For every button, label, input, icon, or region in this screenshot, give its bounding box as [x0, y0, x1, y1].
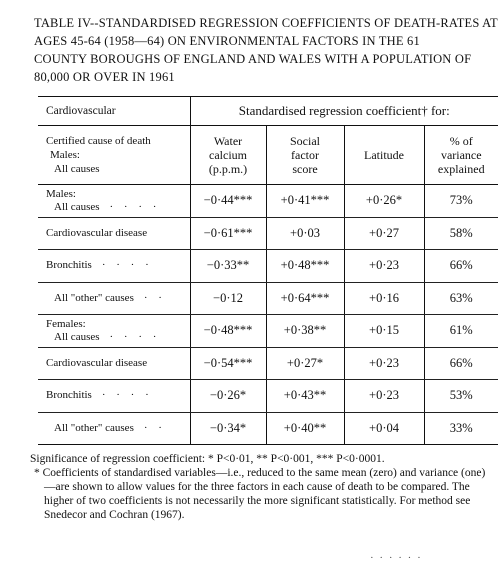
leader-dots: · · — [143, 421, 166, 434]
cell-social-factor: +0·43** — [266, 380, 344, 413]
cell-latitude: +0·26* — [344, 185, 424, 218]
row-cause-text: All causes — [54, 200, 100, 213]
table-row — [38, 250, 498, 283]
row-label-header-line: Males: — [50, 149, 80, 161]
cell-water-calcium: −0·48*** — [190, 315, 266, 348]
cell-social-factor: +0·64*** — [266, 282, 344, 315]
row-group-label: Males: — [46, 187, 76, 200]
table-row — [38, 412, 498, 445]
table-row — [38, 185, 498, 218]
table-row — [38, 217, 498, 250]
cell-variance: 66% — [424, 347, 498, 380]
cell-variance: 33% — [424, 412, 498, 445]
cell-social-factor: +0·41*** — [266, 185, 344, 218]
column-header-line: calcium — [209, 148, 247, 162]
table-row — [38, 347, 498, 380]
column-header-water-calcium — [190, 126, 266, 185]
column-header-line: explained — [437, 162, 485, 176]
trailing-text: · · · · · · — [370, 552, 423, 564]
column-header-line: (p.p.m.) — [208, 162, 248, 176]
cell-latitude: +0·16 — [344, 282, 424, 315]
leader-dots: · · · · — [109, 200, 161, 213]
column-header-variance — [424, 126, 498, 185]
table-notes — [30, 452, 496, 522]
row-cause-text: All "other" causes — [54, 421, 134, 434]
row-cause-text: All causes — [54, 330, 100, 343]
cell-social-factor: +0·03 — [266, 217, 344, 250]
title-line: TABLE IV--STANDARDISED REGRESSION COEFFICIENTS OF DEATH-RATES AT — [34, 16, 498, 30]
row-cause-label — [46, 292, 190, 305]
cell-variance: 73% — [424, 185, 498, 218]
header-row-top — [38, 97, 498, 126]
row-label-header — [38, 126, 190, 185]
leader-dots: · · — [143, 291, 166, 304]
cell-water-calcium: −0·61*** — [190, 217, 266, 250]
header-top-left-label: Cardiovascular — [38, 97, 190, 126]
row-label-header-line: Certified cause of death — [46, 135, 151, 147]
cell-latitude: +0·23 — [344, 250, 424, 283]
regression-table — [38, 96, 498, 445]
column-header-line: factor — [291, 148, 319, 162]
row-label — [38, 412, 190, 445]
cell-variance: 63% — [424, 282, 498, 315]
row-cause-text: All "other" causes — [54, 291, 134, 304]
leader-dots: · · · · — [101, 259, 153, 272]
row-label — [38, 347, 190, 380]
table-row — [38, 282, 498, 315]
cell-latitude: +0·04 — [344, 412, 424, 445]
footnote: * Coefficients of standardised variables—i.e., reduced to the same mean (zero) and variance (one)—are shown to allow values for the three factors in each cause of death to be compared. The higher of two coefficients is not necessarily the more significant statistically. For method see Snedecor and Cochran (1967). — [34, 467, 486, 521]
significance-note: Significance of regression coefficient: * P<0·01, ** P<0·001, *** P<0·0001. — [30, 453, 385, 465]
row-cause-label — [46, 389, 190, 402]
row-label — [38, 315, 190, 348]
title-line: AGES 45-64 (1958—64) ON ENVIRONMENTAL FACTORS IN THE 61 — [34, 34, 420, 48]
column-header-line: Water — [213, 134, 243, 148]
row-label-header-line: All causes — [54, 163, 100, 175]
table-title — [34, 14, 496, 86]
row-label — [38, 250, 190, 283]
row-label — [38, 217, 190, 250]
column-header-line: variance — [440, 148, 482, 162]
column-header-line: Social — [290, 134, 320, 148]
cell-social-factor: +0·38** — [266, 315, 344, 348]
column-header-line: score — [292, 162, 318, 176]
cell-water-calcium: −0·54*** — [190, 347, 266, 380]
row-cause-label — [46, 259, 190, 272]
row-cause-label — [46, 331, 190, 344]
cell-water-calcium: −0·44*** — [190, 185, 266, 218]
header-row-columns — [38, 126, 498, 185]
cell-water-calcium: −0·33** — [190, 250, 266, 283]
table-row — [38, 315, 498, 348]
leader-dots: · · · · — [109, 330, 161, 343]
row-label — [38, 185, 190, 218]
cell-latitude: +0·15 — [344, 315, 424, 348]
header-span-label: Standardised regression coefficient† for: — [190, 97, 498, 126]
row-label — [38, 282, 190, 315]
cell-variance: 58% — [424, 217, 498, 250]
cell-social-factor: +0·48*** — [266, 250, 344, 283]
table-row — [38, 380, 498, 413]
cell-water-calcium: −0·26* — [190, 380, 266, 413]
column-header-latitude — [344, 126, 424, 185]
cell-variance: 61% — [424, 315, 498, 348]
row-cause-text: Bronchitis — [46, 389, 92, 402]
row-cause-label — [46, 201, 190, 214]
row-cause-text: Bronchitis — [46, 259, 92, 272]
row-cause-text: Cardiovascular disease — [46, 226, 148, 239]
leader-dots: · · · · — [101, 389, 153, 402]
row-cause-text: Cardiovascular disease — [46, 356, 148, 369]
title-line: 80,000 OR OVER IN 1961 — [34, 70, 175, 84]
column-header-social-factor — [266, 126, 344, 185]
cell-latitude: +0·27 — [344, 217, 424, 250]
cell-social-factor: +0·27* — [266, 347, 344, 380]
cell-water-calcium: −0·34* — [190, 412, 266, 445]
title-line: COUNTY BOROUGHS OF ENGLAND AND WALES WITH A POPULATION OF — [34, 52, 472, 66]
row-cause-label — [46, 422, 190, 435]
row-group-label: Females: — [46, 317, 86, 330]
column-header-line: % of — [449, 134, 473, 148]
column-header-line: Latitude — [364, 148, 404, 162]
row-cause-label — [46, 357, 190, 370]
cell-social-factor: +0·40** — [266, 412, 344, 445]
cell-variance: 66% — [424, 250, 498, 283]
cell-variance: 53% — [424, 380, 498, 413]
row-label — [38, 380, 190, 413]
cell-latitude: +0·23 — [344, 347, 424, 380]
row-cause-label — [46, 227, 190, 240]
cell-water-calcium: −0·12 — [190, 282, 266, 315]
cell-latitude: +0·23 — [344, 380, 424, 413]
